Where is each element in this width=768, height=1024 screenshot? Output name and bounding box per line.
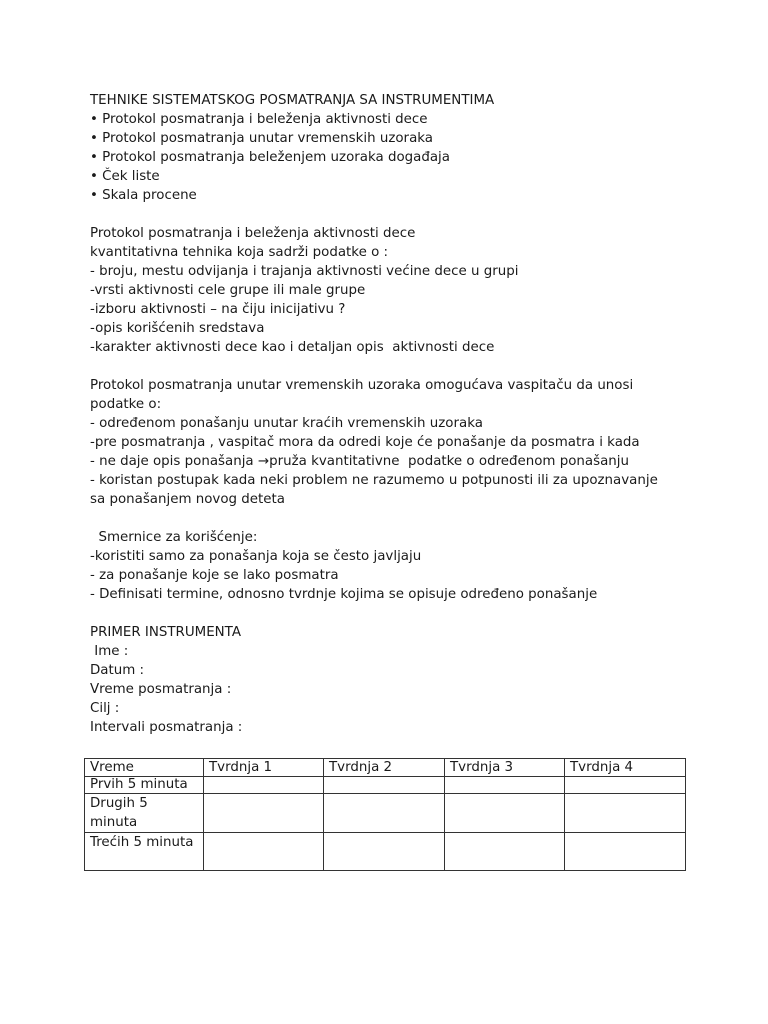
technique-list-item: • Protokol posmatranja beleženjem uzoraka događaja [90,150,450,165]
section2-item: - koristan postupak kada neki problem ne razumemo u potpunosti ili za upoznavanje [90,473,658,488]
table-cell [445,794,565,833]
section1-item: -karakter aktivnosti dece kao i detaljan opis aktivnosti dece [90,340,495,355]
document-body [90,91,700,737]
table-cell [565,777,686,794]
table-cell [324,777,445,794]
technique-list-item: • Protokol posmatranja i beleženja aktivnosti dece [90,112,428,127]
table-cell [565,794,686,833]
example-field: Vreme posmatranja : [90,682,232,697]
section2-item: -pre posmatranja , vaspitač mora da odredi koje će ponašanje da posmatra i kada [90,435,640,450]
section3-heading: Smernice za korišćenje: [90,530,258,545]
section1-item: - broju, mestu odvijanja i trajanja aktivnosti većine dece u grupi [90,264,519,279]
section1-item: -izboru aktivnosti – na čiju inicijativu ? [90,302,346,317]
example-field: Intervali posmatranja : [90,720,243,735]
table-cell [204,794,324,833]
table-header-row [85,759,686,777]
table-cell [204,833,324,871]
section1-heading: Protokol posmatranja i beleženja aktivnosti dece [90,226,416,241]
table-header-cell: Vreme [85,759,204,777]
section3-item: - za ponašanje koje se lako posmatra [90,568,339,583]
table-cell [445,777,565,794]
section2-heading-cont: podatke o: [90,397,162,412]
table-cell [324,833,445,871]
document-title: TEHNIKE SISTEMATSKOG POSMATRANJA SA INSTRUMENTIMA [90,93,495,108]
table-row [85,777,686,794]
table-cell [565,833,686,871]
section2-item: sa ponašanjem novog deteta [90,492,285,507]
section2-item: - ne daje opis ponašanja →pruža kvantitativne podatke o određenom ponašanju [90,454,629,469]
table-row [85,794,686,833]
table-header-cell: Tvrdnja 1 [204,759,324,777]
section3-item: -koristiti samo za ponašanja koja se često javljaju [90,549,422,564]
table-header-cell: Tvrdnja 4 [565,759,686,777]
section1-item: -opis korišćenih sredstava [90,321,265,336]
observation-table [84,758,686,871]
table-row-label: Trećih 5 minuta [85,833,204,871]
section3-item: - Definisati termine, odnosno tvrdnje kojima se opisuje određeno ponašanje [90,587,598,602]
table-cell [204,777,324,794]
table-cell [445,833,565,871]
section1-item: -vrsti aktivnosti cele grupe ili male grupe [90,283,366,298]
table-header-cell: Tvrdnja 2 [324,759,445,777]
example-field: Cilj : [90,701,120,716]
table-row-label: Prvih 5 minuta [85,777,204,794]
technique-list-item: • Skala procene [90,188,197,203]
table-header-cell: Tvrdnja 3 [445,759,565,777]
table-row [85,833,686,871]
section2-item: - određenom ponašanju unutar kraćih vremenskih uzoraka [90,416,483,431]
table-row-label: Drugih 5 minuta [85,794,204,833]
example-field: Datum : [90,663,145,678]
technique-list-item: • Protokol posmatranja unutar vremenskih uzoraka [90,131,433,146]
technique-list-item: • Ček liste [90,169,160,184]
example-heading: PRIMER INSTRUMENTA [90,625,241,640]
section1-intro: kvantitativna tehnika koja sadrži podatke o : [90,245,389,260]
section2-heading: Protokol posmatranja unutar vremenskih uzoraka omogućava vaspitaču da unosi [90,378,634,393]
example-field: Ime : [90,644,129,659]
table-cell [324,794,445,833]
